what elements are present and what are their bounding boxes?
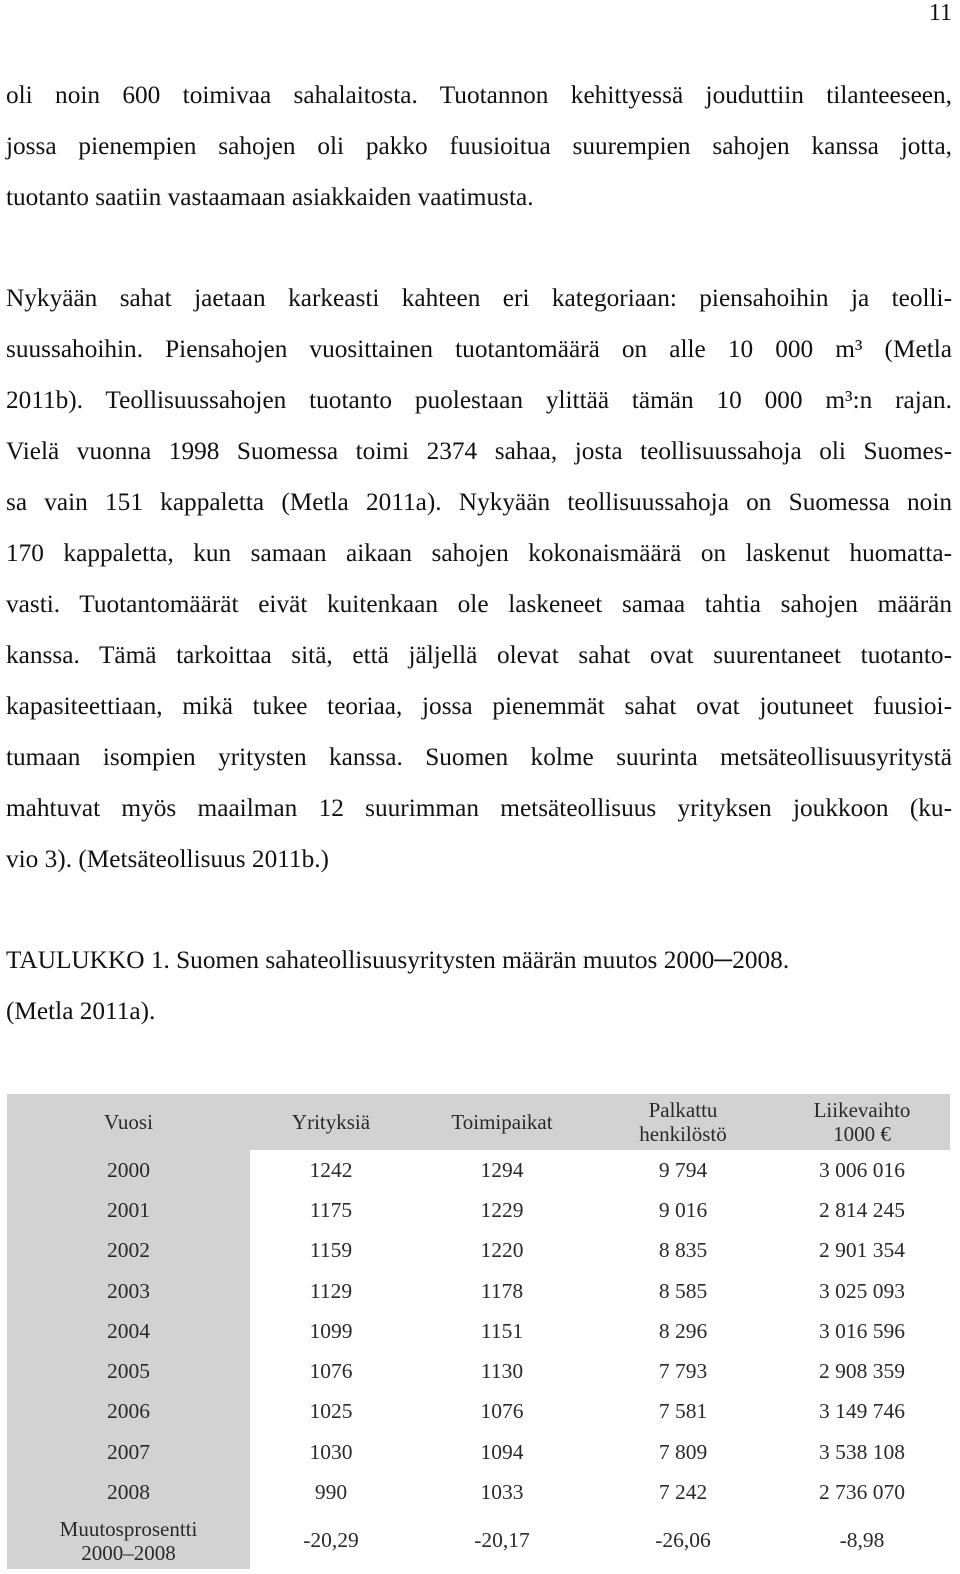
cell-sites: 1294 (412, 1150, 592, 1190)
cell-turnover: 3 149 746 (774, 1392, 950, 1432)
cell-turnover: 2 736 070 (774, 1472, 950, 1512)
header-sites: Toimipaikat (412, 1094, 592, 1150)
table-footer-row (7, 1513, 950, 1569)
table-row (7, 1472, 950, 1512)
header-turnover-line2: 1000 € (833, 1122, 891, 1146)
table-row (7, 1231, 950, 1271)
cell-companies: 1099 (250, 1311, 412, 1351)
cell-turnover: 2 814 245 (774, 1190, 950, 1230)
cell-sites: 1229 (412, 1190, 592, 1230)
cell-companies: 1129 (250, 1271, 412, 1311)
cell-turnover: 3 025 093 (774, 1271, 950, 1311)
paragraph-2 (6, 273, 952, 885)
text-line: kanssa. Tämä tarkoittaa sitä, että jäljellä olevat sahat ovat suurentaneet tuotanto- (6, 641, 952, 669)
cell-companies: 1159 (250, 1231, 412, 1271)
header-year: Vuosi (7, 1094, 250, 1150)
cell-turnover: 2 901 354 (774, 1231, 950, 1271)
cell-companies: 1242 (250, 1150, 412, 1190)
text-line: vio 3). (Metsäteollisuus 2011b.) (6, 845, 329, 873)
paragraph-1 (6, 70, 952, 223)
cell-sites: 1094 (412, 1432, 592, 1472)
cell-year: 2005 (7, 1351, 250, 1391)
cell-companies: 1025 (250, 1392, 412, 1432)
table-row (7, 1311, 950, 1351)
text-line: kapasiteettiaan, mikä tukee teoriaa, jossa pienemmät sahat ovat joutuneet fuusioi- (6, 692, 952, 720)
page-number: 11 (928, 0, 952, 26)
cell-turnover: 3 016 596 (774, 1311, 950, 1351)
cell-sites: 1220 (412, 1231, 592, 1271)
table-row (7, 1150, 950, 1190)
table-row (7, 1392, 950, 1432)
cell-sites: 1033 (412, 1472, 592, 1512)
table-caption (6, 935, 952, 1037)
text-line: sa vain 151 kappaletta (Metla 2011a). Nykyään teollisuussahoja on Suomessa noin (6, 488, 952, 516)
header-turnover (774, 1094, 950, 1150)
cell-staff: 8 835 (592, 1231, 774, 1271)
cell-sites: 1130 (412, 1351, 592, 1391)
cell-year: 2007 (7, 1432, 250, 1472)
text-line: jossa pienempien sahojen oli pakko fuusioitua suurempien sahojen kanssa jotta, (6, 132, 952, 160)
cell-turnover: 3 006 016 (774, 1150, 950, 1190)
cell-sites: 1076 (412, 1392, 592, 1432)
footer-label-line1: Muutosprosentti (59, 1516, 198, 1541)
cell-companies: 990 (250, 1472, 412, 1512)
cell-staff: 9 016 (592, 1190, 774, 1230)
cell-sites: 1151 (412, 1311, 592, 1351)
header-companies: Yrityksiä (250, 1094, 412, 1150)
text-line: tuotanto saatiin vastaamaan asiakkaiden vaatimusta. (6, 183, 534, 211)
header-staff (592, 1094, 774, 1150)
sawmill-industry-table (7, 1094, 950, 1566)
text-line: suussahoihin. Piensahojen vuosittainen tuotantomäärä on alle 10 000 m³ (Metla (6, 335, 952, 363)
table-header-row (7, 1094, 950, 1150)
footer-label (7, 1513, 250, 1569)
cell-staff: 7 581 (592, 1392, 774, 1432)
text-line: 2011b). Teollisuussahojen tuotanto puolestaan ylittää tämän 10 000 m³:n rajan. (6, 386, 952, 414)
text-line: tumaan isompien yritysten kanssa. Suomen kolme suurinta metsäteollisuusyritystä (6, 743, 952, 771)
table-row (7, 1271, 950, 1311)
cell-sites: 1178 (412, 1271, 592, 1311)
table-row (7, 1432, 950, 1472)
cell-turnover: 2 908 359 (774, 1351, 950, 1391)
header-turnover-line1: Liikevaihto (813, 1098, 911, 1122)
text-line: 170 kappaletta, kun samaan aikaan sahojen kokonaismäärä on laskenut huomatta- (6, 539, 952, 567)
cell-staff: 7 242 (592, 1472, 774, 1512)
cell-year: 2004 (7, 1311, 250, 1351)
table-row (7, 1351, 950, 1391)
cell-companies: 1030 (250, 1432, 412, 1472)
caption-line: (Metla 2011a). (6, 997, 156, 1025)
footer-companies: -20,29 (250, 1513, 412, 1569)
cell-staff: 8 296 (592, 1311, 774, 1351)
footer-sites: -20,17 (412, 1513, 592, 1569)
footer-label-line2: 2000–2008 (81, 1540, 176, 1565)
cell-staff: 7 809 (592, 1432, 774, 1472)
cell-companies: 1076 (250, 1351, 412, 1391)
cell-year: 2002 (7, 1231, 250, 1271)
header-staff-line1: Palkattu (648, 1098, 718, 1122)
cell-year: 2000 (7, 1150, 250, 1190)
cell-turnover: 3 538 108 (774, 1432, 950, 1472)
cell-year: 2008 (7, 1472, 250, 1512)
text-line: vasti. Tuotantomäärät eivät kuitenkaan ole laskeneet samaa tahtia sahojen määrän (6, 590, 952, 618)
text-line: mahtuvat myös maailman 12 suurimman metsäteollisuus yrityksen joukkoon (ku- (6, 794, 952, 822)
cell-year: 2003 (7, 1271, 250, 1311)
cell-year: 2001 (7, 1190, 250, 1230)
table-row (7, 1190, 950, 1230)
data-table (7, 1094, 950, 1569)
text-line: Vielä vuonna 1998 Suomessa toimi 2374 sahaa, josta teollisuussahoja oli Suomes- (6, 437, 952, 465)
text-line: Nykyään sahat jaetaan karkeasti kahteen eri kategoriaan: piensahoihin ja teolli- (6, 284, 952, 312)
caption-line: TAULUKKO 1. Suomen sahateollisuusyritysten määrän muutos 2000─2008. (6, 946, 790, 974)
cell-companies: 1175 (250, 1190, 412, 1230)
footer-turnover: -8,98 (774, 1513, 950, 1569)
cell-staff: 7 793 (592, 1351, 774, 1391)
footer-staff: -26,06 (592, 1513, 774, 1569)
cell-year: 2006 (7, 1392, 250, 1432)
cell-staff: 9 794 (592, 1150, 774, 1190)
text-line: oli noin 600 toimivaa sahalaitosta. Tuotannon kehittyessä jouduttiin tilanteeseen, (6, 81, 952, 109)
cell-staff: 8 585 (592, 1271, 774, 1311)
header-staff-line2: henkilöstö (639, 1122, 727, 1146)
